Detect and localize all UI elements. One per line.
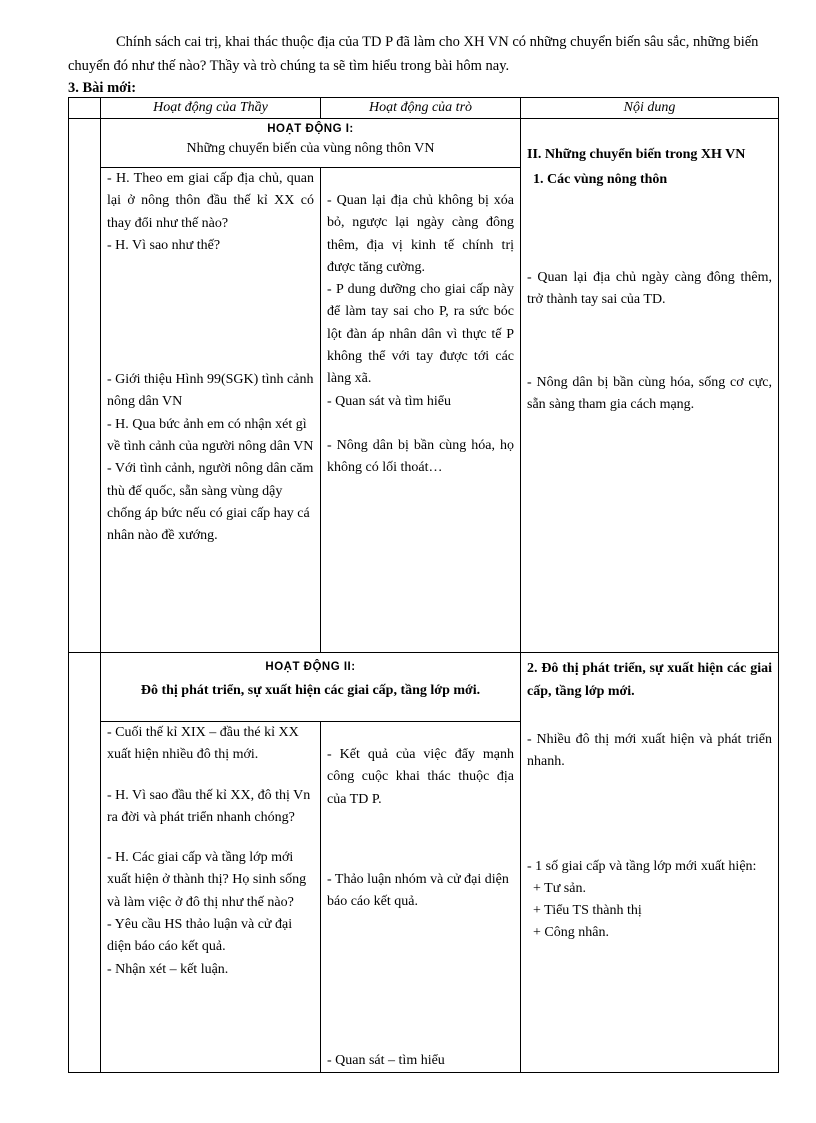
header-content: Nội dung <box>521 98 779 119</box>
activity1-badge: HOẠT ĐỘNG I: <box>267 123 354 135</box>
activity1-teacher-2: - H. Vì sao như thế? <box>107 237 221 253</box>
activity1-title: Những chuyển biến của vùng nông thôn VN <box>186 141 435 156</box>
activity1-content-2: - Nông dân bị bần cùng hóa, sống cơ cực, sẵn sàng tham gia cách mạng. <box>527 374 772 412</box>
activity1-content-1: - Quan lại địa chủ ngày càng đông thêm, trở thành tay sai của TD. <box>527 270 772 308</box>
header-row <box>69 98 779 119</box>
activity1-teacher-cell <box>101 168 321 653</box>
activity1-student-cell <box>321 168 521 653</box>
activity1-content-sub: 1. Các vùng nông thôn <box>533 172 668 187</box>
activity1-title-cell <box>101 119 521 168</box>
activity2-teacher-5: - Nhận xét – kết luận. <box>107 961 229 977</box>
header-student: Hoạt động của trò <box>321 98 521 119</box>
activity1-teacher-3: - Giới thiệu Hình 99(SGK) tình cảnh nông dân VN <box>107 372 314 410</box>
activity1-teacher-5: - Với tình cảnh, người nông dân căm thù đế quốc, sẵn sàng vùng dậy chống áp bức nếu có giai cấp hay cá nhân nào đề xướng. <box>107 461 314 544</box>
activity1-content-heading: II. Những chuyển biến trong XH VN <box>527 147 746 162</box>
activity1-content-cell <box>521 119 779 653</box>
activity2-teacher-cell <box>101 722 321 1073</box>
activity2-content-heading: 2. Đô thị phát triển, sự xuất hiện các giai cấp, tầng lớp mới. <box>527 661 772 699</box>
lesson-table <box>68 97 779 1073</box>
activity1-teacher-4: - H. Qua bức ảnh em có nhận xét gì về tình cảnh của người nông dân VN <box>107 416 314 455</box>
activity1-student-1: - Quan lại địa chủ không bị xóa bỏ, ngược lại ngày càng đông thêm, địa vị kinh tế chính trị được tăng cường. <box>327 193 514 275</box>
activity1-student-2: - P dung dưỡng cho giai cấp này để làm tay sai cho P, ra sức bóc lột đàn áp nhân dân vì thực tế P không thể với tay được tới các làng xã. <box>327 282 514 387</box>
activity2-content-4: + Tiểu TS thành thị <box>533 903 642 919</box>
section-title: 3. Bài mới: <box>68 80 137 96</box>
activity1-title-row <box>69 119 779 168</box>
activity2-teacher-3: - H. Các giai cấp và tầng lớp mới xuất hiện ở thành thị? Họ sinh sống và làm việc ở đô thị như thế nào? <box>107 850 307 910</box>
activity2-content-cell <box>521 653 779 1073</box>
activity2-title: Đô thị phát triển, sự xuất hiện các giai cấp, tầng lớp mới. <box>140 683 481 698</box>
activity2-content-2: - 1 số giai cấp và tầng lớp mới xuất hiện: <box>527 858 757 874</box>
activity2-student-1: - Kết quả của việc đẩy mạnh công cuộc khai thác thuộc địa của TD P. <box>327 747 514 807</box>
activity2-teacher-4: - Yêu cầu HS thảo luận và cử đại diện báo cáo kết quả. <box>107 917 293 955</box>
activity2-title-row <box>69 653 779 722</box>
activity2-student-2: - Thảo luận nhóm và cử đại diện báo cáo kết quả. <box>327 871 509 910</box>
activity2-student-3: - Quan sát – tìm hiểu <box>327 1052 445 1068</box>
header-teacher: Hoạt động của Thầy <box>101 98 321 119</box>
activity2-content-3: + Tư sản. <box>533 880 586 896</box>
intro-paragraph: Chính sách cai trị, khai thác thuộc địa của TD P đã làm cho XH VN có những chuyển biến sâu sắc, những biến chuyển đó như thế nào? Thầy và trò chúng ta sẽ tìm hiểu trong bài hôm nay. <box>68 34 759 74</box>
activity2-content-5: + Công nhân. <box>533 925 609 941</box>
activity2-badge: HOẠT ĐỘNG II: <box>265 661 356 673</box>
activity2-title-cell <box>101 653 521 722</box>
activity1-student-3: - Quan sát và tìm hiểu <box>327 393 452 409</box>
activity2-teacher-1: - Cuối thế kỉ XIX – đầu thé kỉ XX xuất hiện nhiều đô thị mới. <box>107 725 299 763</box>
activity1-student-4: - Nông dân bị bần cùng hóa, họ không có lối thoát… <box>327 437 514 476</box>
activity1-teacher-1: - H. Theo em giai cấp địa chủ, quan lại ở nông thôn đầu thế kỉ XX có thay đổi như thế nào? <box>107 171 314 231</box>
activity2-content-1: - Nhiều đô thị mới xuất hiện và phát triển nhanh. <box>527 732 772 770</box>
activity2-teacher-2: - H. Vì sao đầu thế kỉ XX, đô thị Vn ra đời và phát triển nhanh chóng? <box>107 787 311 825</box>
activity2-student-cell <box>321 722 521 1073</box>
